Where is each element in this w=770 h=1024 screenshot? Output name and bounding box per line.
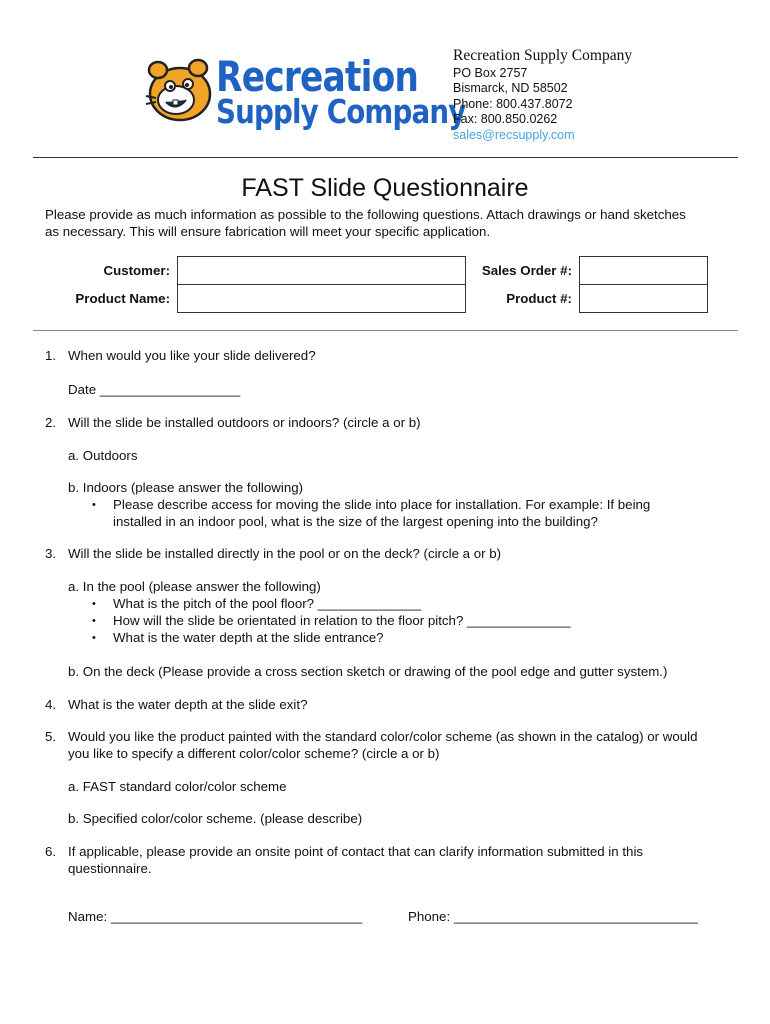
contact-phone-blank[interactable]: Phone: _________________________________ (408, 909, 698, 924)
customer-label: Customer: (103, 263, 170, 278)
company-phone: Phone: 800.437.8072 (453, 96, 573, 111)
address-po-box: PO Box 2757 (453, 66, 528, 80)
option-3b-on-deck[interactable]: b. On the deck (Please provide a cross section sketch or drawing of the pool edge and gutter system.) (68, 664, 668, 679)
indoor-access-question-line-2: installed in an indoor pool, what is the size of the largest opening into the building? (113, 514, 598, 529)
bullet-glyph: • (92, 499, 96, 511)
logo-wordmark-recreation: Recreation (216, 52, 419, 101)
product-name-label: Product Name: (75, 291, 170, 306)
page-title: FAST Slide Questionnaire (241, 174, 529, 202)
question-6-text-line-1: If applicable, please provide an onsite point of contact that can clarify information submitted in this (68, 844, 644, 859)
question-4-text: What is the water depth at the slide exit? (68, 697, 308, 712)
question-3-text: Will the slide be installed directly in the pool or on the deck? (circle a or b) (68, 546, 502, 561)
question-2-number: 2. (45, 415, 57, 430)
question-2-text: Will the slide be installed outdoors or indoors? (circle a or b) (68, 415, 421, 430)
option-2b-indoors[interactable]: b. Indoors (please answer the following) (68, 480, 304, 495)
intro-paragraph (45, 206, 735, 240)
product-name-field[interactable] (177, 284, 466, 313)
contact-name-blank[interactable]: Name: __________________________________ (68, 909, 363, 924)
slide-orientation-question[interactable]: How will the slide be orientated in relation to the floor pitch? ______________ (113, 613, 571, 628)
intro-line-1: Please provide as much information as possible to the following questions. Attach drawings or hand sketches (45, 207, 686, 222)
header-divider (33, 157, 738, 158)
intro-line-2: as necessary. This will ensure fabrication will meet your specific application. (45, 224, 491, 239)
bullet-glyph: • (92, 615, 96, 627)
sales-order-field[interactable] (579, 256, 708, 285)
gopher-mascot-logo (140, 56, 220, 126)
logo-wordmark-supply-company: Supply Company (216, 92, 466, 131)
question-3-number: 3. (45, 546, 57, 561)
customer-field[interactable] (177, 256, 466, 285)
form-divider (33, 330, 738, 331)
pool-floor-pitch-question[interactable]: What is the pitch of the pool floor? ______________ (113, 596, 422, 611)
question-6-number: 6. (45, 844, 57, 859)
delivery-date-blank[interactable]: Date ___________________ (68, 382, 241, 397)
address-city-state-zip: Bismarck, ND 58502 (453, 81, 568, 96)
option-5b-specified-color[interactable]: b. Specified color/color scheme. (please describe) (68, 811, 363, 826)
product-number-label: Product #: (506, 291, 572, 306)
question-1-text: When would you like your slide delivered? (68, 348, 316, 363)
indoor-access-question-line-1: Please describe access for moving the slide into place for installation. For example: If being (113, 497, 651, 512)
question-5-text-line-2: you like to specify a different color/color scheme? (circle a or b) (68, 746, 440, 761)
option-3a-in-pool[interactable]: a. In the pool (please answer the following) (68, 579, 321, 594)
option-2a-outdoors[interactable]: a. Outdoors (68, 448, 138, 463)
option-5a-standard-color[interactable]: a. FAST standard color/color scheme (68, 779, 287, 794)
bullet-glyph: • (92, 598, 96, 610)
question-6-text-line-2: questionnaire. (68, 861, 152, 876)
company-address-block (453, 46, 632, 143)
product-number-field[interactable] (579, 284, 708, 313)
company-fax: Fax: 800.850.0262 (453, 112, 558, 127)
question-5-text-line-1: Would you like the product painted with the standard color/color scheme (as shown in the catalog) or would (68, 729, 698, 744)
question-1-number: 1. (45, 348, 57, 363)
company-name: Recreation Supply Company (453, 47, 633, 64)
entrance-depth-question: What is the water depth at the slide entrance? (113, 630, 384, 645)
sales-order-label: Sales Order #: (481, 263, 572, 278)
question-4-number: 4. (45, 697, 57, 712)
question-5-number: 5. (45, 729, 57, 744)
company-email-link[interactable]: sales@recsupply.com (453, 127, 575, 142)
bullet-glyph: • (92, 632, 96, 644)
